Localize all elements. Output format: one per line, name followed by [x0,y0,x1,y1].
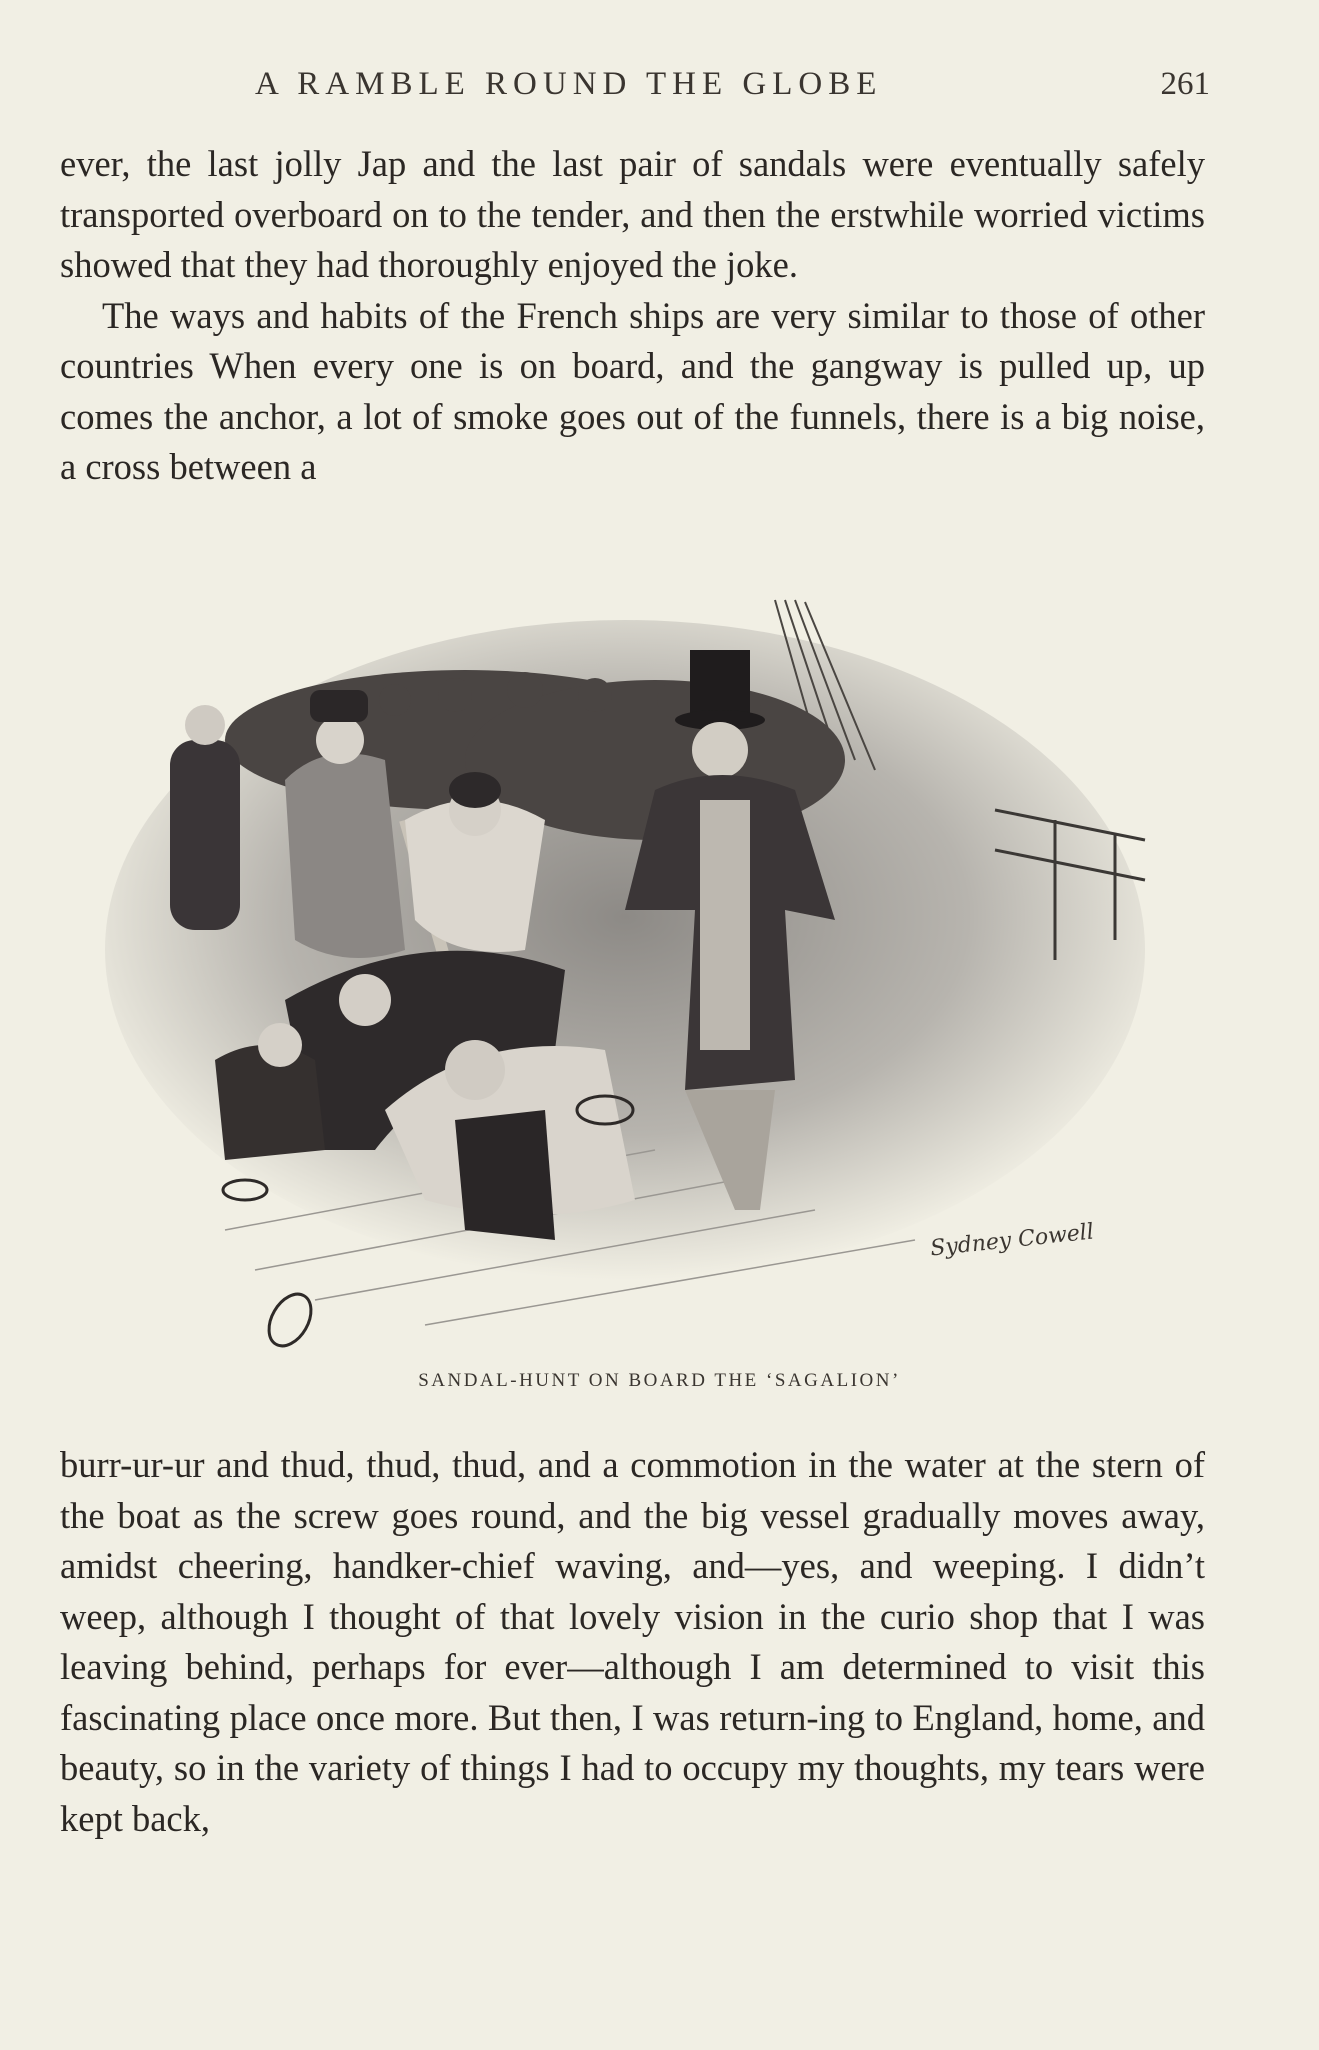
figure-caption: SANDAL-HUNT ON BOARD THE ‘SAGALION’ [418,1370,901,1391]
running-head [60,66,1210,106]
paragraph: burr-ur-ur and thud, thud, thud, and a commotion in the water at the stern of the boat as the screw goes round, and the big vessel gradually moves away, amidst cheering, handker-chief waving, and—yes, and weeping. I didn’t weep, although I thought of that lovely vision in the curio shop that I was leaving behind, perhaps for ever—although I am determined to visit this fascinating place once more. But then, I was return-ing to England, home, and beauty, so in the variety of things I had to occupy my thoughts, my tears were kept back, [60,1444,1205,1839]
paragraph: ever, the last jolly Jap and the last pair of sandals were eventually safely transported overboard on to the tender, and then the erstwhile worried victims showed that they had thoroughly enjoyed the joke. [60,143,1205,285]
page-number: 261 [1160,66,1210,102]
running-title: A RAMBLE ROUND THE GLOBE [255,66,883,102]
artist-signature: Sydney Cowell [929,1219,1096,1262]
paragraph: The ways and habits of the French ships are very similar to those of other countries When every one is on board, and the gangway is pulled up, up comes the anchor, a lot of smoke goes out of the funnels, there is a big noise, a cross between a [60,294,1205,487]
body-text-bottom [60,1440,1205,1844]
body-text-top [60,139,1205,493]
